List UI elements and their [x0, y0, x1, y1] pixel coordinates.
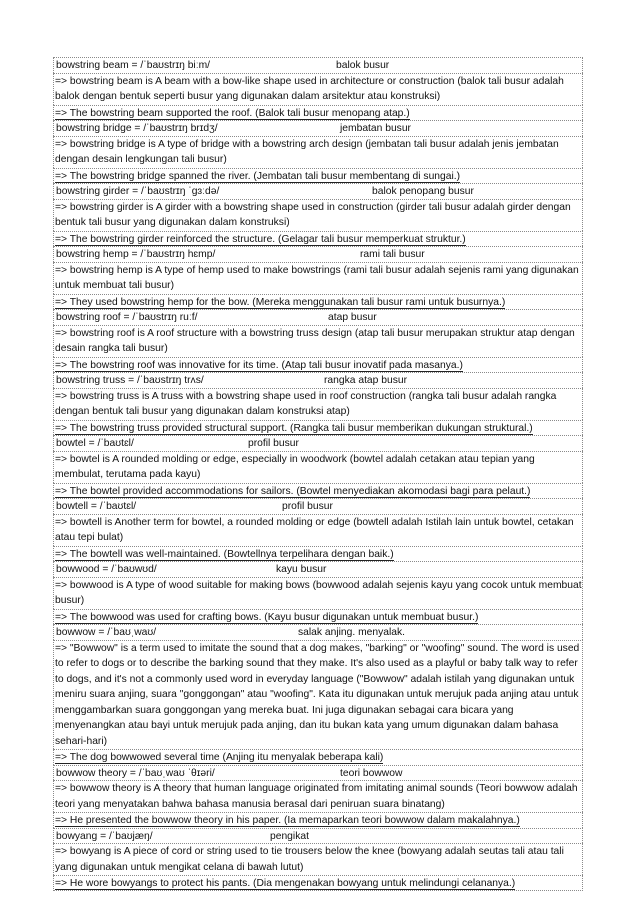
entry-header-row	[53, 57, 583, 73]
translation: jembatan busur	[340, 123, 411, 134]
headword: bowstring bridge = /ˈbaʊstrɪŋ brɪdʒ/	[56, 123, 218, 134]
translation: salak anjing. menyalak.	[298, 627, 406, 638]
entry-header-row	[53, 372, 583, 388]
definition: => bowstring girder is A girder with a bowstring shape used in construction (girder tali busur adalah girder dengan bentuk tali busur yang digunakan dalam konstruksi)	[53, 199, 583, 231]
entry-header-row	[53, 246, 583, 262]
definition: => bowstring roof is A roof structure with a bowstring truss design (atap tali busur merupakan struktur atap dengan desain rangka tali busur)	[53, 325, 583, 357]
entry-header-row	[53, 765, 583, 781]
example-sentence	[53, 168, 583, 184]
example-text: => The bowtell was well-maintained. (Bowtellnya terpelihara dengan baik.)	[55, 548, 394, 560]
dictionary-entry	[53, 309, 583, 372]
headword: bowtell = /ˈbaʊtɛl/	[56, 501, 137, 512]
headword: bowstring beam = /ˈbaʊstrɪŋ biːm/	[56, 60, 211, 71]
dictionary-entry	[53, 246, 583, 309]
definition: => bowwow theory is A theory that human language originated from imitating animal sounds (Teori bowwow adalah teori yang menyatakan bahwa bahasa manusia berasal dari peniruan suara binatang)	[53, 780, 583, 812]
definition: => bowstring hemp is A type of hemp used to make bowstrings (rami tali busur adalah sejenis rami yang digunakan untuk membuat tali busur)	[53, 262, 583, 294]
dictionary-entry	[53, 498, 583, 561]
definition: => bowwood is A type of wood suitable for making bows (bowwood adalah sejenis kayu yang cocok untuk membuat busur)	[53, 577, 583, 609]
headword: bowwow = /ˈbaʊˌwaʊ/	[56, 627, 157, 638]
example-sentence	[53, 231, 583, 247]
headword: bowstring hemp = /ˈbaʊstrɪŋ hɛmp/	[56, 249, 216, 260]
definition: => bowyang is A piece of cord or string used to tie trousers below the knee (bowyang adalah seutas tali atau tali yang digunakan untuk mengikat celana di bawah lutut)	[53, 843, 583, 875]
definition: => bowtell is Another term for bowtel, a rounded molding or edge (bowtell adalah Istilah lain untuk bowtel, cetakan atau tepi bulat)	[53, 514, 583, 546]
translation: balok busur	[336, 60, 390, 71]
example-sentence	[53, 420, 583, 436]
translation: rami tali busur	[360, 249, 425, 260]
example-text: => The bowwood was used for crafting bows. (Kayu busur digunakan untuk membuat busur.)	[55, 611, 479, 623]
translation: atap busur	[328, 312, 377, 323]
translation: profil busur	[282, 501, 333, 512]
example-text: => He presented the bowwow theory in his paper. (Ia memaparkan teori bowwow dalam makalahnya.)	[55, 815, 520, 826]
headword: bowwow theory = /ˈbaʊˌwaʊ ˈθɪəri/	[56, 767, 215, 779]
definition: => bowtel is A rounded molding or edge, especially in woodwork (bowtel adalah cetakan atau tepian yang membulat, terutama pada kayu)	[53, 451, 583, 483]
dictionary-entry	[53, 120, 583, 183]
headword: bowstring truss = /ˈbaʊstrɪŋ trʌs/	[56, 375, 204, 386]
example-sentence	[53, 483, 583, 499]
example-text: => The bowstring beam supported the roof. (Balok tali busur menopang atap.)	[55, 107, 410, 119]
headword: bowyang = /ˈbaʊjæŋ/	[56, 830, 153, 842]
entry-header-row	[53, 183, 583, 199]
example-text: => The dog bowwowed several time (Anjing itu menyalak beberapa kali)	[55, 752, 384, 763]
translation: balok penopang busur	[372, 186, 474, 197]
entry-header-row	[53, 435, 583, 451]
definition: => bowstring truss is A truss with a bowstring shape used in roof construction (rangka tali busur adalah rangka dengan bentuk tali busur yang digunakan dalam konstruksi atap)	[53, 388, 583, 420]
dictionary-entry	[53, 765, 583, 828]
entry-header-row	[53, 561, 583, 577]
example-sentence	[53, 609, 583, 625]
example-text: => They used bowstring hemp for the bow. (Mereka menggunakan tali busur rami untuk busurnya.)	[55, 296, 506, 308]
dictionary-entry	[53, 183, 583, 246]
translation: rangka atap busur	[324, 375, 408, 386]
example-sentence	[53, 105, 583, 121]
dictionary-entry	[53, 57, 583, 120]
example-sentence	[53, 357, 583, 373]
definition: => bowstring bridge is A type of bridge with a bowstring arch design (jembatan tali busur adalah jenis jembatan dengan desain lengkungan tali busur)	[53, 136, 583, 168]
example-sentence	[53, 749, 583, 765]
example-sentence	[53, 546, 583, 562]
definition: => "Bowwow" is a term used to imitate the sound that a dog makes, "barking" or "woofing" sound. The word is used to refer to dogs or to describe the barking sound that they make. It's also used as a playful or baby talk way to refer to dogs, and it's not a commonly used word in everyday language ("Bowwow" adalah istilah yang digunakan untuk meniru suara anjing, suara "gonggongan" atau "woofing". Kata itu digunakan untuk merujuk pada anjing atau untuk menggambarkan suara gonggongan yang mereka buat. Ini juga digunakan sebagai cara bicara yang menyenangkan atau bayi untuk merujuk pada anjing, dan itu bukan kata yang umum digunakan dalam bahasa sehari-hari)	[53, 640, 583, 750]
translation: profil busur	[248, 438, 299, 449]
example-text: => He wore bowyangs to protect his pants. (Dia mengenakan bowyang untuk melindungi celananya.)	[55, 878, 516, 889]
dictionary-entry	[53, 624, 583, 765]
entry-header-row	[53, 309, 583, 325]
example-text: => The bowstring bridge spanned the river. (Jembatan tali busur membentang di sungai.)	[55, 170, 461, 182]
translation: kayu busur	[276, 564, 327, 575]
definition: => bowstring beam is A beam with a bow-like shape used in architecture or construction (balok tali busur adalah balok dengan bentuk seperti busur yang digunakan dalam arsitektur atau konstruksi)	[53, 73, 583, 105]
entry-header-row	[53, 624, 583, 640]
example-text: => The bowstring truss provided structural support. (Rangka tali busur memberikan dukungan struktural.)	[55, 422, 533, 434]
entry-header-row	[53, 828, 583, 844]
dictionary-entry	[53, 372, 583, 435]
dictionary-document	[53, 57, 583, 891]
headword: bowstring roof = /ˈbaʊstrɪŋ ruːf/	[56, 312, 198, 323]
headword: bowwood = /ˈbaʊwʊd/	[56, 564, 157, 575]
headword: bowstring girder = /ˈbaʊstrɪŋ ˈɡɜːdə/	[56, 186, 220, 197]
example-text: => The bowstring girder reinforced the structure. (Gelagar tali busur memperkuat struktur.)	[55, 233, 466, 245]
example-sentence	[53, 812, 583, 828]
example-text: => The bowtel provided accommodations for sailors. (Bowtel menyediakan akomodasi bagi para pelaut.)	[55, 485, 531, 497]
entry-header-row	[53, 498, 583, 514]
translation: teori bowwow	[340, 767, 403, 779]
entry-header-row	[53, 120, 583, 136]
dictionary-entry	[53, 435, 583, 498]
dictionary-entry	[53, 828, 583, 891]
example-sentence	[53, 875, 583, 891]
example-text: => The bowstring roof was innovative for its time. (Atap tali busur inovatif pada masanya.)	[55, 359, 463, 371]
translation: pengikat	[270, 830, 309, 842]
headword: bowtel = /ˈbaʊtɛl/	[56, 438, 134, 449]
dictionary-entry	[53, 561, 583, 624]
example-sentence	[53, 294, 583, 310]
